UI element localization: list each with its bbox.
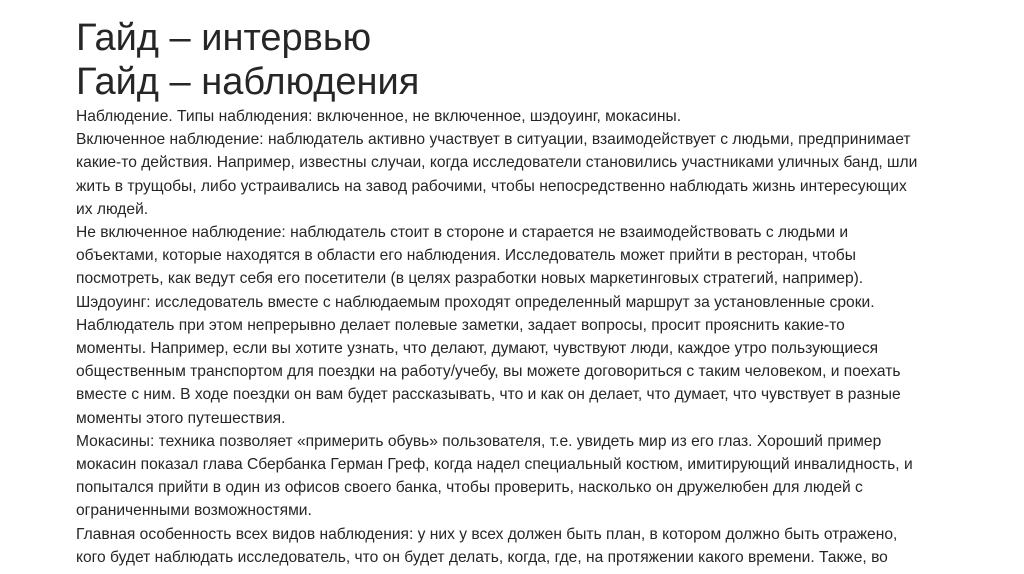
text-line: вместе с ним. В ходе поездки он вам будет рассказывать, что и как он делает, что думает, что чувствует в разные <box>76 386 901 404</box>
text-line: Включенное наблюдение: наблюдатель активно участвует в ситуации, взаимодействует с людьми, предпринимает <box>76 131 911 149</box>
text-line: мокасин показал глава Сбербанка Герман Греф, когда надел специальный костюм, имитирующий инвалидность, и <box>76 456 913 474</box>
paragraph-non-participant-observation <box>76 221 1024 291</box>
text-line: Главная особенность всех видов наблюдения: у них у всех должен быть план, в котором должно быть отражено, <box>76 525 898 543</box>
text-line: ограниченными возможностями. <box>76 502 312 520</box>
text-line: Не включенное наблюдение: наблюдатель стоит в стороне и старается не взаимодействовать с людьми и <box>76 224 849 242</box>
paragraph-moccasins <box>76 430 1024 523</box>
text-line: посмотреть, как ведут себя его посетители (в целях разработки новых маркетинговых стратегий, например). <box>76 270 864 288</box>
text-line: Наблюдение. Типы наблюдения: включенное, не включенное, шэдоуинг, мокасины. <box>76 108 682 125</box>
text-line: кого будет наблюдать исследователь, что он будет делать, когда, где, на протяжении какого времени. Также, во <box>76 548 888 566</box>
paragraph-shadowing <box>76 291 1024 430</box>
text-line: их людей. <box>76 200 149 218</box>
title-line: Гайд – наблюдения <box>76 61 420 103</box>
text-line: попытался прийти в один из офисов своего банка, чтобы проверить, насколько он дружелюбен для людей с <box>76 479 863 497</box>
title-line: Гайд – интервью <box>76 17 372 59</box>
paragraph-main-feature <box>76 523 1024 569</box>
paragraph-observation-types <box>76 105 1024 128</box>
text-line: какие-то действия. Например, известны случаи, когда исследователи становились участниками уличных банд, шли <box>76 154 918 172</box>
text-line: моменты. Например, если вы хотите узнать, что делают, думают, чувствуют люди, каждое утро пользующиеся <box>76 340 879 358</box>
text-line: Шэдоуинг: исследователь вместе с наблюдаемым проходят определенный маршрут за установленные сроки. <box>76 293 875 311</box>
text-line: жить в трущобы, либо устраивались на завод рабочими, чтобы непосредственно наблюдать жизнь интересующих <box>76 177 907 195</box>
paragraph-participant-observation <box>76 128 1024 221</box>
text-line: Мокасины: техника позволяет «примерить обувь» пользователя, т.е. увидеть мир из его глаз. Хороший пример <box>76 432 882 450</box>
text-line: объектами, которые находятся в области его наблюдения. Исследователь может прийти в ресторан, чтобы <box>76 247 856 265</box>
text-line: общественным транспортом для поездки на работу/учебу, вы можете договориться с таким человеком, и поехать <box>76 363 901 381</box>
text-line: Наблюдатель при этом непрерывно делает полевые заметки, задает вопросы, просит прояснить какие-то <box>76 316 845 334</box>
slide-title <box>76 16 976 104</box>
text-line: моменты этого путешествия. <box>76 409 286 427</box>
slide-body <box>76 105 1024 569</box>
